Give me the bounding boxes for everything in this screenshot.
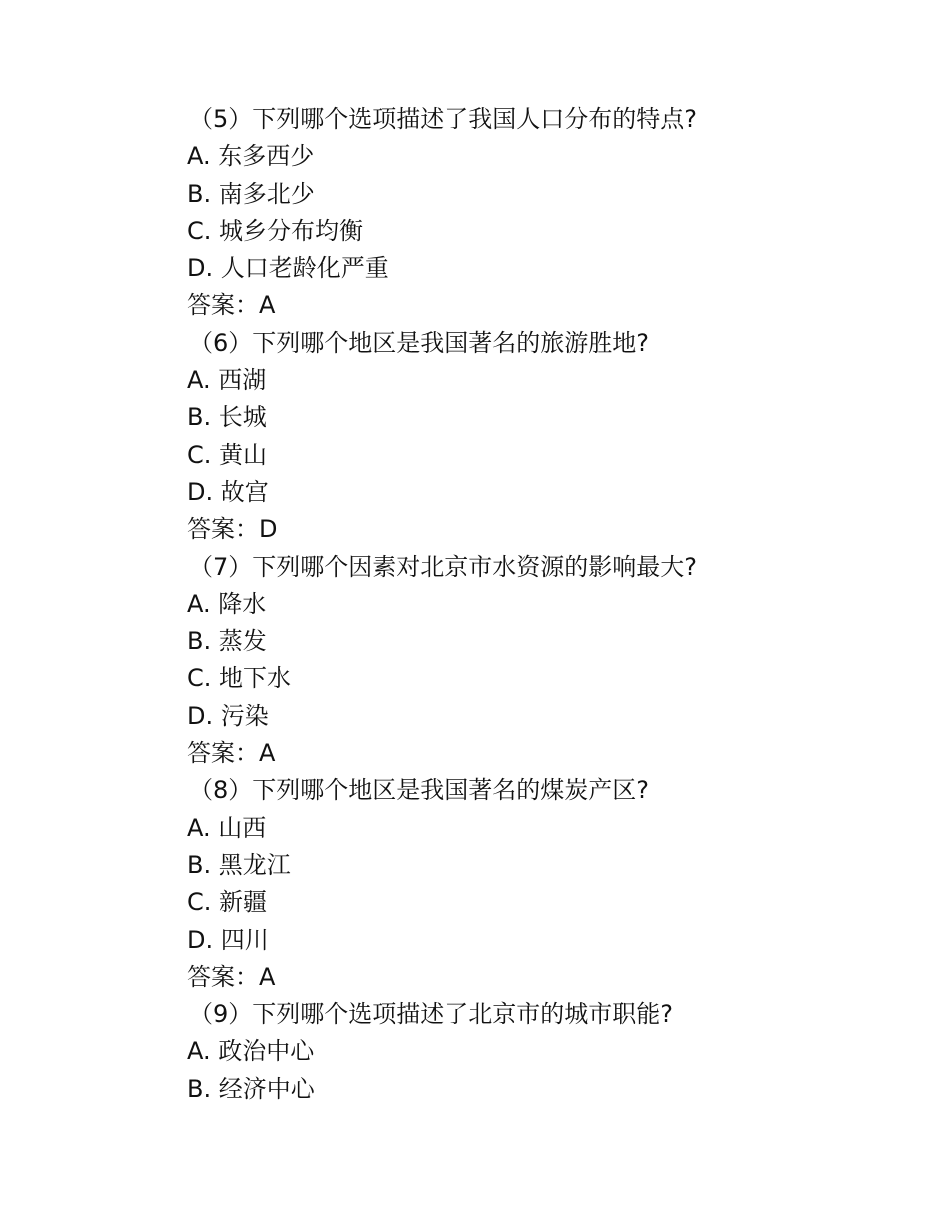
answer-option: D. 人口老龄化严重: [187, 254, 389, 283]
question-prompt: （8）下列哪个地区是我国著名的煤炭产区?: [189, 776, 650, 805]
answer-option: D. 故宫: [187, 477, 269, 506]
answer-key: 答案：A: [187, 962, 276, 991]
answer-option: A. 东多西少: [187, 142, 315, 171]
answer-option: A. 西湖: [187, 366, 267, 395]
question-prompt: （7）下列哪个因素对北京市水资源的影响最大?: [189, 552, 698, 581]
question-prompt: （5）下列哪个选项描述了我国人口分布的特点?: [189, 105, 698, 133]
answer-key: 答案：A: [187, 291, 276, 320]
answer-option: B. 经济中心: [187, 1074, 315, 1103]
answer-option: A. 政治中心: [187, 1037, 315, 1066]
answer-option: B. 南多北少: [187, 179, 315, 208]
answer-key: 答案：A: [187, 739, 276, 768]
answer-key: 答案：D: [187, 515, 278, 544]
answer-option: B. 长城: [187, 403, 267, 432]
answer-option: A. 山西: [187, 813, 267, 842]
answer-option: A. 降水: [187, 589, 267, 618]
answer-option: C. 地下水: [187, 664, 292, 693]
answer-option: C. 新疆: [187, 888, 268, 917]
answer-option: B. 黑龙江: [187, 850, 291, 879]
question-prompt: （6）下列哪个地区是我国著名的旅游胜地?: [189, 328, 650, 357]
answer-option: D. 污染: [187, 701, 269, 730]
answer-option: B. 蒸发: [187, 627, 267, 656]
question-prompt: （9）下列哪个选项描述了北京市的城市职能?: [189, 1000, 674, 1029]
answer-option: D. 四川: [187, 925, 269, 954]
answer-option: C. 城乡分布均衡: [187, 216, 364, 245]
question-list: [187, 101, 887, 1108]
answer-option: C. 黄山: [187, 440, 268, 469]
